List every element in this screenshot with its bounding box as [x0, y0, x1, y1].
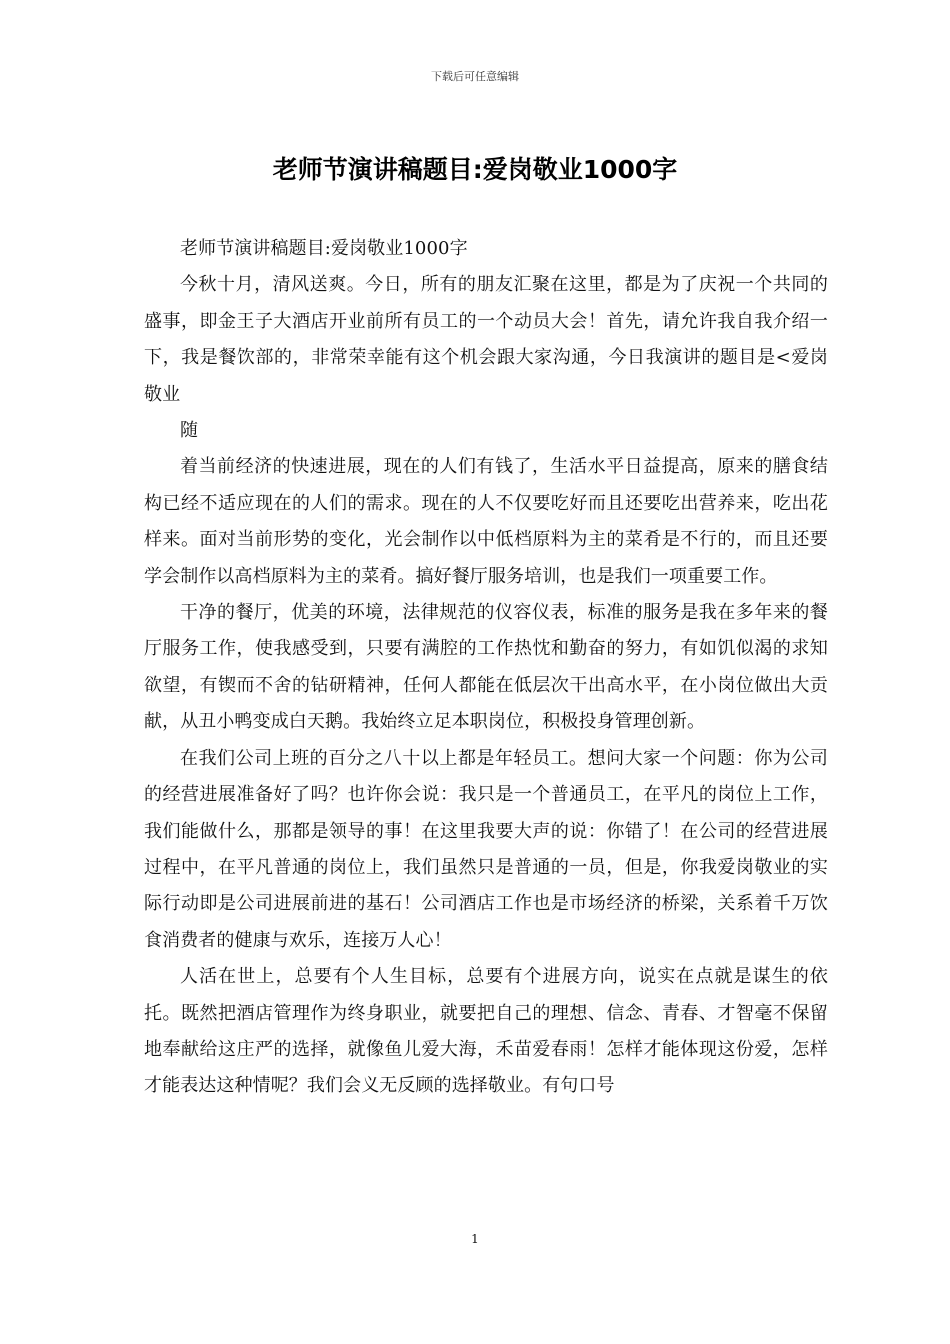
paragraph: 今秋十月，清风送爽。今日，所有的朋友汇聚在这里，都是为了庆祝一个共同的盛事，即金王子大酒店开业前所有员工的一个动员大会！首先，请允许我自我介绍一下，我是餐饮部的，非常荣幸能有这个机会跟大家沟通，今日我演讲的题目是<爱岗敬业 [144, 274, 828, 405]
paragraph: 随 [180, 420, 199, 442]
paragraph-subtitle: 老师节演讲稿题目:爱岗敬业1000字 [180, 238, 468, 259]
paragraph: 在我们公司上班的百分之八十以上都是年轻员工。想问大家一个问题：你为公司的经营进展准备好了吗？也许你会说：我只是一个普通员工，在平凡的岗位上工作，我们能做什么，那都是领导的事！在这里我要大声的说：你错了！在公司的经营进展过程中，在平凡普通的岗位上，我们虽然只是普通的一员，但是，你我爱岗敬业的实际行动即是公司进展前进的基石！公司酒店工作也是市场经济的桥梁，关系着千万饮食消费者的健康与欢乐，连接万人心！ [144, 747, 828, 951]
page-number: 1 [471, 1232, 479, 1246]
page-header: 下载后可任意编辑 [431, 70, 519, 83]
document-body [144, 231, 828, 1105]
document-title: 老师节演讲稿题目:爱岗敬业1000字 [272, 155, 678, 184]
paragraph: 人活在世上，总要有个人生目标，总要有个进展方向，说实在点就是谋生的依托。既然把酒店管理作为终身职业，就要把自己的理想、信念、青春、才智毫不保留地奉献给这庄严的选择，就像鱼儿爱大海，禾苗爱春雨！怎样才能体现这份爱，怎样才能表达这种情呢？我们会义无反顾的选择敬业。有句口号 [144, 966, 828, 1097]
paragraph: 着当前经济的快速进展，现在的人们有钱了，生活水平日益提高，原来的膳食结构已经不适应现在的人们的需求。现在的人不仅要吃好而且还要吃出营养来，吃出花样来。面对当前形势的变化，光会制作以中低档原料为主的菜肴是不行的，而且还要学会制作以高档原料为主的菜肴。搞好餐厅服务培训，也是我们一项重要工作。 [144, 456, 828, 587]
paragraph: 干净的餐厅，优美的环境，法律规范的仪容仪表，标准的服务是我在多年来的餐厅服务工作，使我感受到，只要有满腔的工作热忱和勤奋的努力，有如饥似渴的求知欲望，有锲而不舍的钻研精神，任何人都能在低层次干出高水平，在小岗位做出大贡献，从丑小鸭变成白天鹅。我始终立足本职岗位，积极投身管理创新。 [144, 602, 828, 733]
